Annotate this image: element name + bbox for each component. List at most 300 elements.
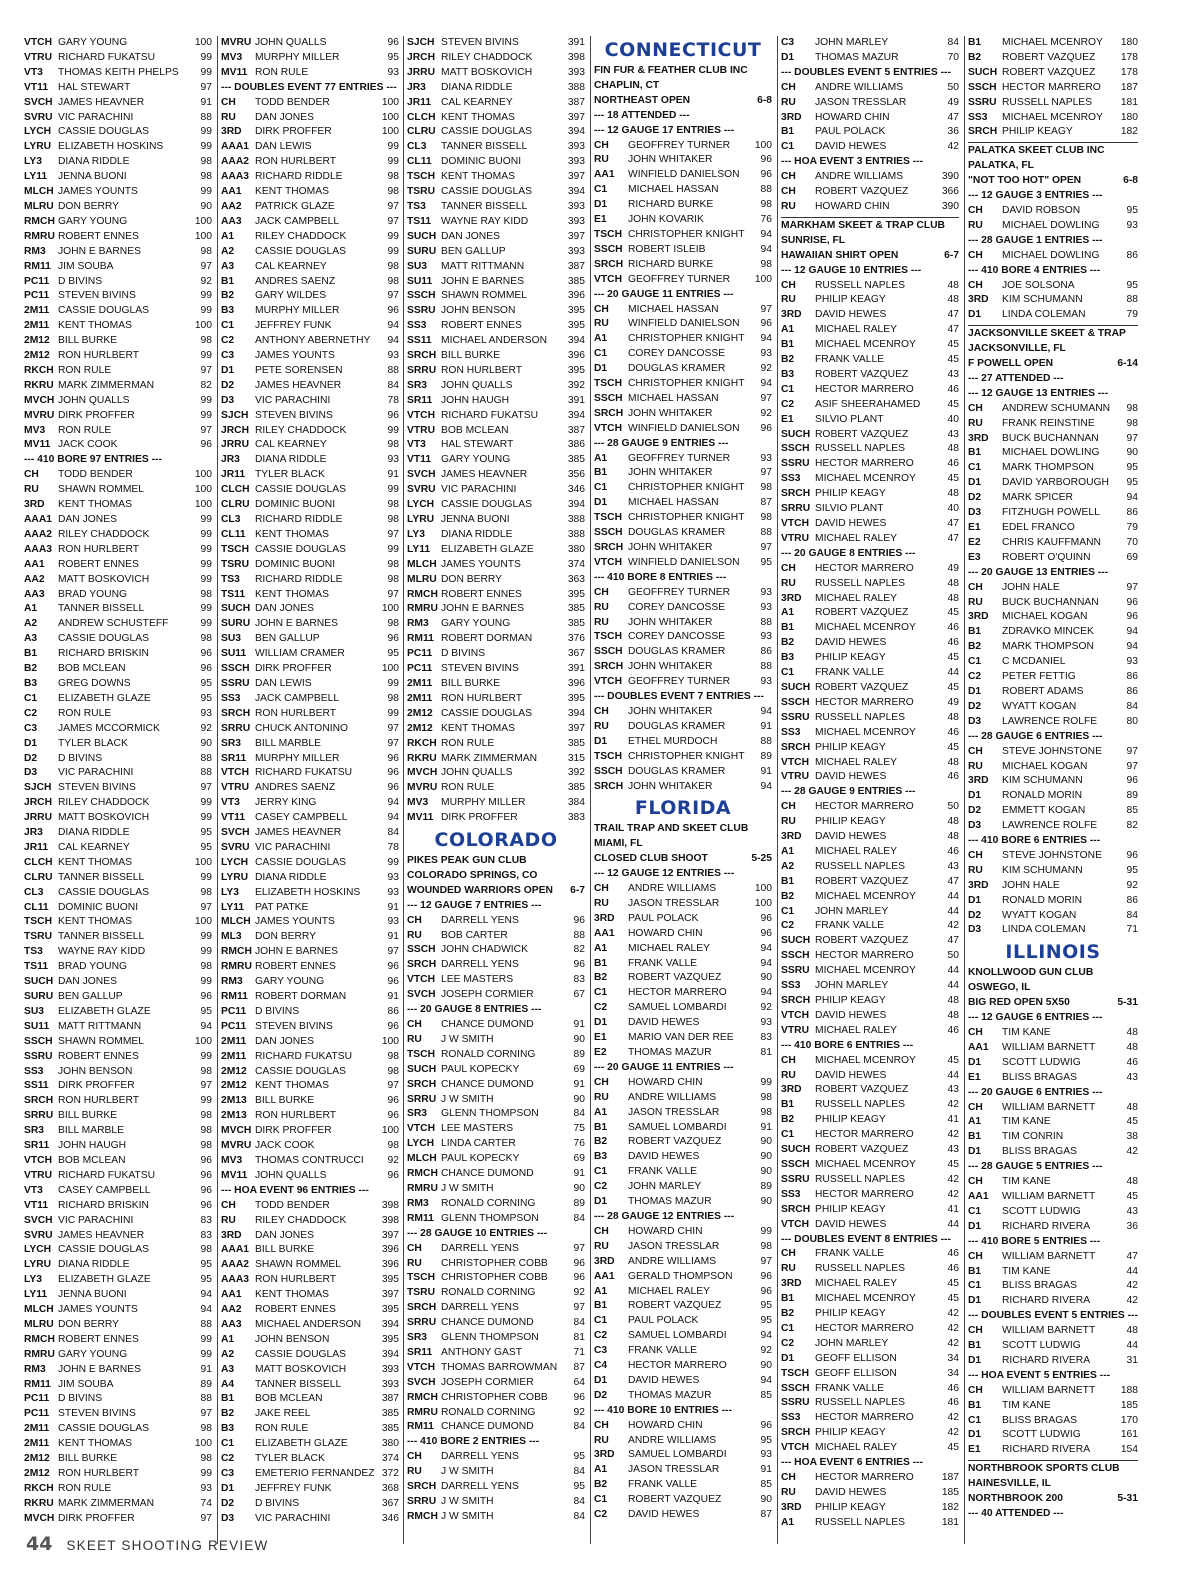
shooter-name: MATT RITTMANN	[58, 1020, 142, 1032]
shooter-name: RICHARD RIDDLE	[255, 514, 343, 525]
result-row	[407, 1271, 585, 1286]
score: 93	[760, 1449, 772, 1461]
shooter-name: MATT BOSKOVICH	[58, 812, 150, 824]
result-row	[24, 930, 212, 945]
result-row	[968, 1026, 1138, 1041]
result-row	[407, 453, 585, 468]
result-row	[781, 140, 959, 155]
score: 84	[573, 1496, 585, 1507]
shooter-name: RON HURLBERT	[58, 350, 140, 362]
class-code: C4	[594, 1360, 608, 1372]
shooter-name: DIANA RIDDLE	[255, 871, 327, 883]
class-code: SRRU	[407, 364, 437, 376]
shooter-name: DAVID HEWES	[628, 1017, 700, 1029]
score: 96	[1126, 849, 1138, 861]
shooter-name: ROBERT VAZQUEZ	[815, 681, 909, 693]
result-row	[24, 1482, 212, 1497]
result-row	[24, 125, 212, 140]
result-row	[594, 1106, 772, 1121]
class-code: RU	[407, 1466, 422, 1478]
class-code: B1	[968, 1131, 982, 1143]
class-code: RKCH	[24, 364, 54, 376]
score: 48	[947, 592, 959, 604]
shooter-name: COREY DANCOSSE	[628, 601, 726, 613]
result-row	[594, 1508, 772, 1523]
result-row	[594, 556, 772, 571]
shoot-name: BIG RED OPEN 5X50	[968, 997, 1070, 1009]
class-code: CL3	[24, 886, 44, 898]
score: 99	[200, 186, 212, 198]
score: 87	[573, 1361, 585, 1373]
score: 397	[567, 230, 585, 242]
score: 83	[760, 1032, 772, 1044]
result-row	[781, 487, 959, 502]
score: 93	[760, 631, 772, 643]
result-row	[407, 438, 585, 453]
class-code: RKCH	[24, 1482, 54, 1494]
event-header: --- 28 GAUGE 9 ENTRIES ---	[781, 786, 916, 798]
shooter-name: MICHAEL RALEY	[815, 1024, 898, 1036]
class-code: B1	[781, 1099, 795, 1111]
score: 94	[760, 705, 772, 717]
score: 94	[760, 1374, 772, 1386]
event-header: --- 12 GAUGE 10 ENTRIES ---	[781, 264, 922, 276]
class-code: CH	[968, 745, 983, 757]
club-info: MIAMI, FL	[594, 838, 643, 850]
class-code: SR11	[407, 1346, 433, 1358]
class-code: TSCH	[781, 1367, 810, 1379]
score: 98	[760, 1091, 772, 1103]
shooter-name: ELIZABETH HOSKINS	[58, 141, 164, 153]
score: 67	[573, 989, 585, 1001]
class-code: TSCH	[407, 171, 436, 183]
event-header: --- 27 ATTENDED ---	[968, 372, 1064, 384]
score: 69	[1126, 551, 1138, 563]
shooter-name: TIM KANE	[1002, 1399, 1051, 1411]
shooter-name: RON HURLBERT	[255, 1274, 337, 1286]
shooter-name: VIC PARACHINI	[441, 484, 517, 496]
shooter-name: BLISS BRAGAS	[1002, 1071, 1077, 1083]
class-code: PC11	[24, 1393, 50, 1405]
score: 45	[947, 1442, 959, 1454]
result-row	[968, 774, 1138, 789]
shooter-name: JOHN HALE	[1002, 879, 1060, 891]
score: 50	[947, 801, 959, 813]
class-code: AA1	[594, 927, 615, 939]
shooter-name: THOMAS KEITH PHELPS	[58, 66, 179, 78]
score: 185	[941, 1486, 959, 1498]
shooter-name: ROBERT DORMAN	[255, 991, 347, 1002]
score: 356	[567, 469, 585, 481]
shooter-name: PHILIP KEAGY	[1002, 126, 1073, 138]
score: 100	[194, 1438, 212, 1450]
score: 88	[760, 661, 772, 673]
result-row	[24, 319, 212, 334]
shooter-name: MICHAEL MCENROY	[815, 1158, 916, 1170]
score: 82	[573, 944, 585, 956]
result-row	[221, 304, 399, 319]
score: 92	[1126, 879, 1138, 891]
shooter-name: J W SMITH	[441, 1093, 494, 1105]
shooter-name: ANDRE WILLIAMS	[628, 883, 717, 895]
score: 48	[947, 294, 959, 306]
result-row	[24, 364, 212, 379]
score: 94	[200, 1304, 212, 1316]
score: 97	[387, 200, 399, 212]
result-row	[407, 513, 585, 528]
class-code: VT11	[24, 1199, 49, 1211]
score: 92	[760, 1002, 772, 1014]
result-row	[968, 700, 1138, 715]
score: 46	[947, 458, 959, 470]
class-code: SSCH	[221, 663, 250, 675]
result-row	[221, 1378, 399, 1393]
shooter-name: RILEY CHADDOCK	[58, 797, 150, 809]
score: 75	[573, 1123, 585, 1135]
shooter-name: ROBERT VAZQUEZ	[815, 186, 909, 198]
result-row	[221, 453, 399, 468]
score: 84	[573, 1421, 585, 1433]
shooter-name: D BIVINS	[58, 1393, 103, 1405]
score: 393	[381, 1378, 399, 1390]
class-code: CL11	[407, 156, 432, 168]
score: 91	[573, 1078, 585, 1090]
event-header: --- 410 BORE 2 ENTRIES ---	[407, 1436, 540, 1448]
score: 96	[573, 1257, 585, 1269]
class-code: 2M11	[24, 1423, 50, 1435]
result-row	[968, 715, 1138, 730]
result-row	[221, 737, 399, 752]
class-code: SS3	[407, 320, 427, 332]
score: 394	[567, 499, 585, 511]
shooter-name: RON HURLBERT	[255, 156, 337, 168]
shooter-name: CHRISTOPHER KNIGHT	[628, 482, 745, 494]
shooter-name: HOWARD CHIN	[628, 1225, 703, 1237]
result-row	[781, 1337, 959, 1352]
score: 98	[760, 512, 772, 524]
result-row	[221, 1139, 399, 1154]
score: 99	[200, 543, 212, 555]
score: 99	[387, 856, 399, 868]
result-row	[407, 677, 585, 692]
score: 96	[573, 1272, 585, 1284]
shooter-name: RICHARD RIDDLE	[255, 573, 343, 585]
shooter-name: LINDA COLEMAN	[1002, 309, 1086, 321]
shooter-name: BRAD YOUNG	[58, 588, 128, 600]
class-code: D1	[968, 1429, 982, 1441]
result-row	[781, 457, 959, 472]
class-code: MLCH	[24, 1304, 54, 1316]
shooter-name: MARIO VAN DER REE	[628, 1032, 734, 1044]
score: 366	[941, 186, 959, 198]
shoot-title	[407, 884, 585, 899]
class-code: C3	[594, 1345, 608, 1357]
result-row	[407, 1093, 585, 1108]
result-row	[24, 617, 212, 632]
score: 42	[947, 1129, 959, 1141]
result-row	[221, 558, 399, 573]
result-row	[24, 1094, 212, 1109]
score: 385	[567, 603, 585, 615]
score: 84	[573, 1466, 585, 1478]
shooter-name: FRANK VALLE	[628, 957, 698, 969]
score: 80	[1126, 715, 1138, 727]
result-row	[968, 640, 1138, 655]
score: 94	[387, 797, 399, 809]
result-row	[407, 155, 585, 170]
shooter-name: BILL MARBLE	[58, 1125, 125, 1137]
shooter-name: ANDRE WILLIAMS	[815, 81, 904, 93]
shooter-name: DOMINIC BUONI	[58, 901, 139, 913]
score: 95	[760, 1300, 772, 1312]
score: 45	[947, 681, 959, 693]
shooter-name: DARRELL YENS	[441, 1451, 519, 1463]
result-row	[407, 319, 585, 334]
shooter-name: WILLIAM BARNETT	[1002, 1250, 1096, 1262]
shooter-name: GLENN THOMPSON	[441, 1212, 539, 1224]
shooter-name: VIC PARACHINI	[255, 1512, 331, 1524]
shooter-name: HOWARD CHIN	[815, 200, 890, 212]
result-row	[781, 532, 959, 547]
result-row	[221, 1348, 399, 1363]
class-code: JRRU	[24, 812, 53, 824]
result-row	[407, 573, 585, 588]
class-code: C1	[594, 1166, 608, 1178]
result-row	[221, 707, 399, 722]
shooter-name: DIRK PROFFER	[255, 126, 332, 138]
class-code: C1	[594, 482, 608, 494]
class-code: LY3	[24, 1274, 42, 1286]
result-row	[407, 51, 585, 66]
shooter-name: ELIZABETH GLAZE	[58, 692, 151, 704]
shooter-name: HOWARD CHIN	[815, 111, 890, 123]
shooter-name: GARY YOUNG	[58, 1348, 128, 1360]
score: 96	[387, 961, 399, 973]
result-row	[968, 819, 1138, 834]
class-code: CH	[968, 1027, 983, 1038]
shooter-name: DAN JONES	[255, 111, 314, 123]
shooter-name: CASSIE DOUGLAS	[255, 856, 346, 868]
score: 49	[947, 562, 959, 574]
result-row	[407, 1182, 585, 1197]
shooter-name: HECTOR MARRERO	[815, 1412, 914, 1424]
score: 88	[573, 929, 585, 941]
result-row	[24, 1199, 212, 1214]
result-row	[781, 279, 959, 294]
result-row	[781, 1098, 959, 1113]
score: 185	[1120, 1399, 1138, 1411]
result-row	[781, 1009, 959, 1024]
results-column	[781, 36, 959, 1544]
class-code: 3RD	[594, 1449, 615, 1461]
score: 36	[1126, 1220, 1138, 1232]
result-row	[594, 1165, 772, 1180]
result-row	[24, 230, 212, 245]
result-row	[781, 1382, 959, 1397]
result-row	[968, 923, 1138, 938]
result-row	[968, 51, 1138, 66]
result-row	[221, 1258, 399, 1273]
result-row	[781, 845, 959, 860]
section-divider	[968, 142, 1138, 143]
shooter-name: SCOTT LUDWIG	[1002, 1056, 1081, 1068]
class-code: TSCH	[594, 228, 623, 240]
result-row	[24, 602, 212, 617]
result-row	[407, 66, 585, 81]
class-code: MV11	[407, 812, 434, 824]
score: 42	[1126, 1146, 1138, 1158]
score: 97	[387, 1080, 399, 1092]
class-code: 3RD	[968, 775, 989, 787]
class-code: RU	[594, 318, 609, 330]
result-row	[221, 1467, 399, 1482]
class-code: VTCH	[594, 273, 623, 285]
result-row	[594, 601, 772, 616]
result-row	[221, 1363, 399, 1378]
shoot-date: 5-25	[751, 853, 772, 865]
result-row	[407, 1510, 585, 1525]
shooter-name: THOMAS MAZUR	[628, 1196, 712, 1208]
score: 91	[387, 469, 399, 481]
class-code: SRCH	[594, 780, 624, 792]
shooter-name: THOMAS MAZUR	[628, 1047, 712, 1058]
class-code: RU	[594, 897, 609, 909]
score: 43	[1126, 1071, 1138, 1083]
score: 97	[1126, 581, 1138, 593]
score: 99	[387, 141, 399, 153]
result-row	[407, 988, 585, 1003]
class-code: CH	[407, 1019, 422, 1030]
result-row	[24, 66, 212, 81]
score: 48	[947, 443, 959, 455]
result-row	[24, 498, 212, 513]
class-code: PC11	[221, 1020, 247, 1032]
class-code: D1	[221, 1482, 235, 1494]
class-code: B1	[968, 626, 982, 638]
shooter-name: TANNER BISSELL	[58, 871, 145, 883]
shooter-name: ELIZABETH HOSKINS	[255, 886, 361, 898]
shooter-name: HECTOR MARRERO	[815, 1129, 914, 1141]
shooter-name: ROBERT VAZQUEZ	[628, 972, 722, 984]
class-code: B2	[968, 641, 982, 653]
score: 70	[1126, 536, 1138, 548]
shooter-name: HECTOR MARRERO	[628, 987, 727, 999]
result-row	[221, 662, 399, 677]
class-code: D3	[968, 507, 982, 519]
class-code: D2	[24, 752, 38, 764]
score: 99	[387, 484, 399, 496]
score: 100	[194, 484, 212, 496]
shooter-name: MICHAEL HASSAN	[628, 303, 719, 315]
class-code: SRCH	[781, 1427, 811, 1439]
class-code: 3RD	[968, 611, 989, 623]
class-code: RU	[968, 760, 983, 772]
class-code: AAA3	[24, 543, 53, 555]
class-code: 3RD	[221, 1229, 242, 1241]
shooter-name: LEE MASTERS	[441, 974, 514, 986]
shooter-name: DIANA RIDDLE	[58, 827, 130, 839]
class-code: E2	[594, 1047, 607, 1058]
shooter-name: MATT BOSKOVICH	[58, 573, 150, 585]
result-row	[24, 1124, 212, 1139]
result-row	[594, 258, 772, 273]
shooter-name: MARK ZIMMERMAN	[58, 1497, 155, 1509]
score: 387	[381, 1393, 399, 1405]
score: 99	[200, 558, 212, 570]
score: 393	[567, 156, 585, 168]
score: 394	[567, 335, 585, 347]
result-row	[968, 760, 1138, 775]
class-code: RMRU	[407, 603, 438, 615]
result-row	[24, 81, 212, 96]
shooter-name: JOHN BENSON	[58, 1065, 133, 1077]
shooter-name: MICHAEL MCENROY	[1002, 37, 1103, 48]
result-row	[221, 334, 399, 349]
class-code: CLRU	[407, 126, 436, 138]
class-code: AA1	[221, 186, 242, 198]
score: 92	[573, 1406, 585, 1418]
score: 36	[947, 126, 959, 138]
shooter-name: RON RULE	[441, 782, 495, 794]
shooter-name: JOHN WHITAKER	[628, 542, 713, 553]
score: 90	[200, 737, 212, 749]
result-row	[221, 1005, 399, 1020]
shooter-name: WYATT KOGAN	[1002, 700, 1077, 712]
score: 99	[387, 677, 399, 689]
class-code: E1	[968, 522, 981, 533]
result-row	[24, 155, 212, 170]
class-code: CH	[968, 402, 983, 414]
class-code: C1	[594, 348, 608, 360]
shooter-name: JERRY KING	[255, 797, 317, 809]
class-code: 3RD	[781, 831, 802, 843]
shooter-name: LINDA COLEMAN	[1002, 924, 1086, 936]
result-row	[781, 1262, 959, 1277]
shooter-name: ROBERT ISLEIB	[628, 243, 706, 255]
club-info: CHAPLIN, CT	[594, 79, 660, 91]
score: 98	[200, 335, 212, 347]
score: 100	[754, 139, 772, 151]
score: 95	[387, 51, 399, 63]
class-code: C3	[221, 350, 235, 362]
score: 79	[1126, 522, 1138, 533]
section-divider	[968, 325, 1138, 326]
result-row	[24, 543, 212, 558]
score: 91	[200, 96, 212, 108]
class-code: RU	[594, 1434, 609, 1446]
result-row	[24, 588, 212, 603]
class-code: CH	[407, 914, 422, 926]
result-row	[407, 483, 585, 498]
shooter-name: CHRISTOPHER KNIGHT	[628, 378, 745, 390]
score: 94	[1126, 626, 1138, 638]
result-row	[221, 945, 399, 960]
shooter-name: JOHN MARLEY	[815, 37, 889, 48]
shooter-name: JOHN MARLEY	[815, 980, 889, 992]
result-row	[594, 1448, 772, 1463]
score: 99	[200, 51, 212, 63]
shooter-name: COREY DANCOSSE	[628, 631, 726, 643]
score: 367	[381, 1497, 399, 1509]
shooter-name: GEOFF ELLISON	[815, 1352, 897, 1364]
score: 92	[387, 1154, 399, 1166]
score: 46	[947, 771, 959, 783]
result-row	[407, 275, 585, 290]
shooter-name: RON RULE	[58, 1482, 112, 1494]
score: 394	[567, 707, 585, 719]
score: 44	[947, 965, 959, 977]
shooter-name: RON HURLBERT	[441, 692, 523, 704]
